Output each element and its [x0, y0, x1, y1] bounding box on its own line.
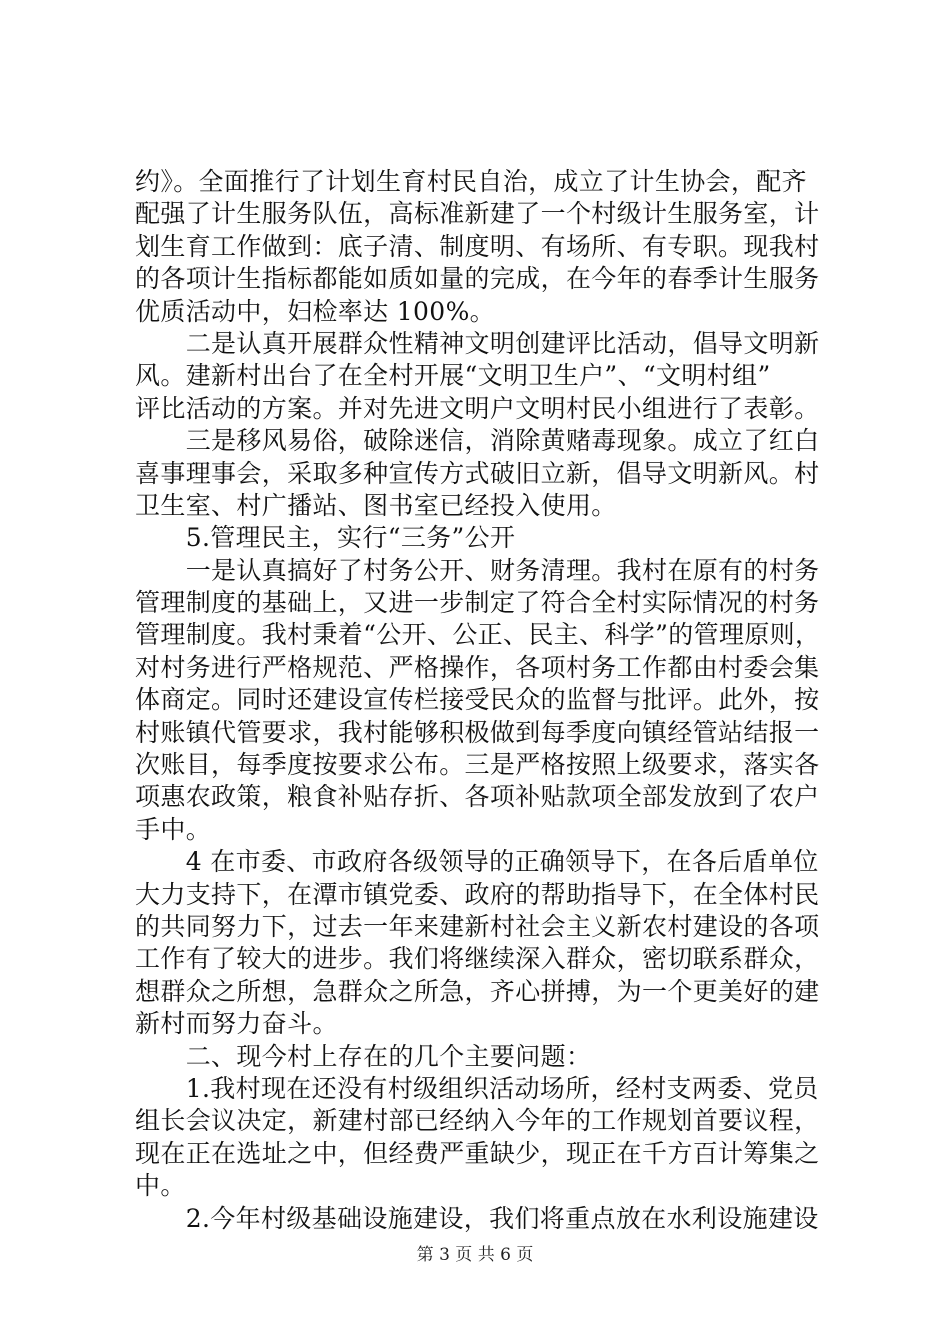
page-footer [0, 1244, 950, 1266]
text-line: 工作有了较大的进步。我们将继续深入群众，密切联系群众， [135, 944, 820, 974]
text-line: 对村务进行严格规范、严格操作，各项村务工作都由村委会集 [135, 652, 820, 682]
text-line: 的共同努力下，过去一年来建新村社会主义新农村建设的各项 [135, 911, 820, 941]
text-line: 配强了计生服务队伍，高标准新建了一个村级计生服务室，计 [135, 199, 820, 229]
section-heading: 二、现今村上存在的几个主要问题： [135, 1041, 592, 1071]
page-number-label: 第 3 页 共 6 页 [416, 1245, 534, 1265]
text-line: 手中。 [135, 814, 212, 844]
text-line: 一是认真搞好了村务公开、财务清理。我村在原有的村务 [135, 555, 820, 585]
text-line: 三是移风易俗，破除迷信，消除黄赌毒现象。成立了红白 [135, 426, 820, 456]
body-text [135, 166, 845, 1235]
text-line: 中。 [135, 1171, 186, 1201]
text-line: 项惠农政策，粮食补贴存折、各项补贴款项全部发放到了农户 [135, 782, 820, 812]
text-line: 管理制度。我村秉着“公开、公正、民主、科学”的管理原则， [135, 620, 821, 650]
text-line: 体商定。同时还建设宣传栏接受民众的监督与批评。此外，按 [135, 685, 820, 715]
text-line: 管理制度的基础上，又进一步制定了符合全村实际情况的村务 [135, 588, 820, 618]
text-line: 村账镇代管要求，我村能够积极做到每季度向镇经管站结报一 [135, 717, 820, 747]
text-line: 约》。全面推行了计划生育村民自治，成立了计生协会，配齐 [135, 167, 807, 196]
text-line: 卫生室、村广播站、图书室已经投入使用。 [135, 490, 617, 520]
section-heading: 5.管理民主，实行“三务”公开 [135, 523, 516, 553]
text-line: 优质活动中，妇检率达 100%。 [135, 296, 496, 326]
text-line: 次账目，每季度按要求公布。三是严格按照上级要求，落实各 [135, 750, 820, 780]
text-line: 想群众之所想，急群众之所急，齐心拼搏，为一个更美好的建 [135, 976, 820, 1006]
text-line: 现在正在选址之中，但经费严重缺少，现正在千方百计筹集之 [135, 1138, 820, 1168]
text-line: 划生育工作做到：底子清、制度明、有场所、有专职。现我村 [135, 231, 820, 261]
text-line: 风。建新村出台了在全村开展“文明卫生户”、“文明村组” [135, 361, 771, 391]
text-line: 2.今年村级基础设施建设，我们将重点放在水利设施建设 [135, 1203, 819, 1233]
text-line: 大力支持下，在潭市镇党委、政府的帮助指导下，在全体村民 [135, 879, 820, 909]
text-line: 4 在市委、市政府各级领导的正确领导下，在各后盾单位 [135, 847, 819, 877]
text-line: 二是认真开展群众性精神文明创建评比活动，倡导文明新 [135, 328, 820, 358]
text-line: 的各项计生指标都能如质如量的完成，在今年的春季计生服务 [135, 264, 820, 294]
text-line: 组长会议决定，新建村部已经纳入今年的工作规划首要议程， [135, 1106, 820, 1136]
text-line: 喜事理事会，采取多种宣传方式破旧立新，倡导文明新风。村 [135, 458, 820, 488]
text-line: 新村而努力奋斗。 [135, 1009, 338, 1039]
text-line: 评比活动的方案。并对先进文明户文明村民小组进行了表彰。 [135, 393, 820, 423]
text-line: 1.我村现在还没有村级组织活动场所，经村支两委、党员 [135, 1073, 819, 1103]
